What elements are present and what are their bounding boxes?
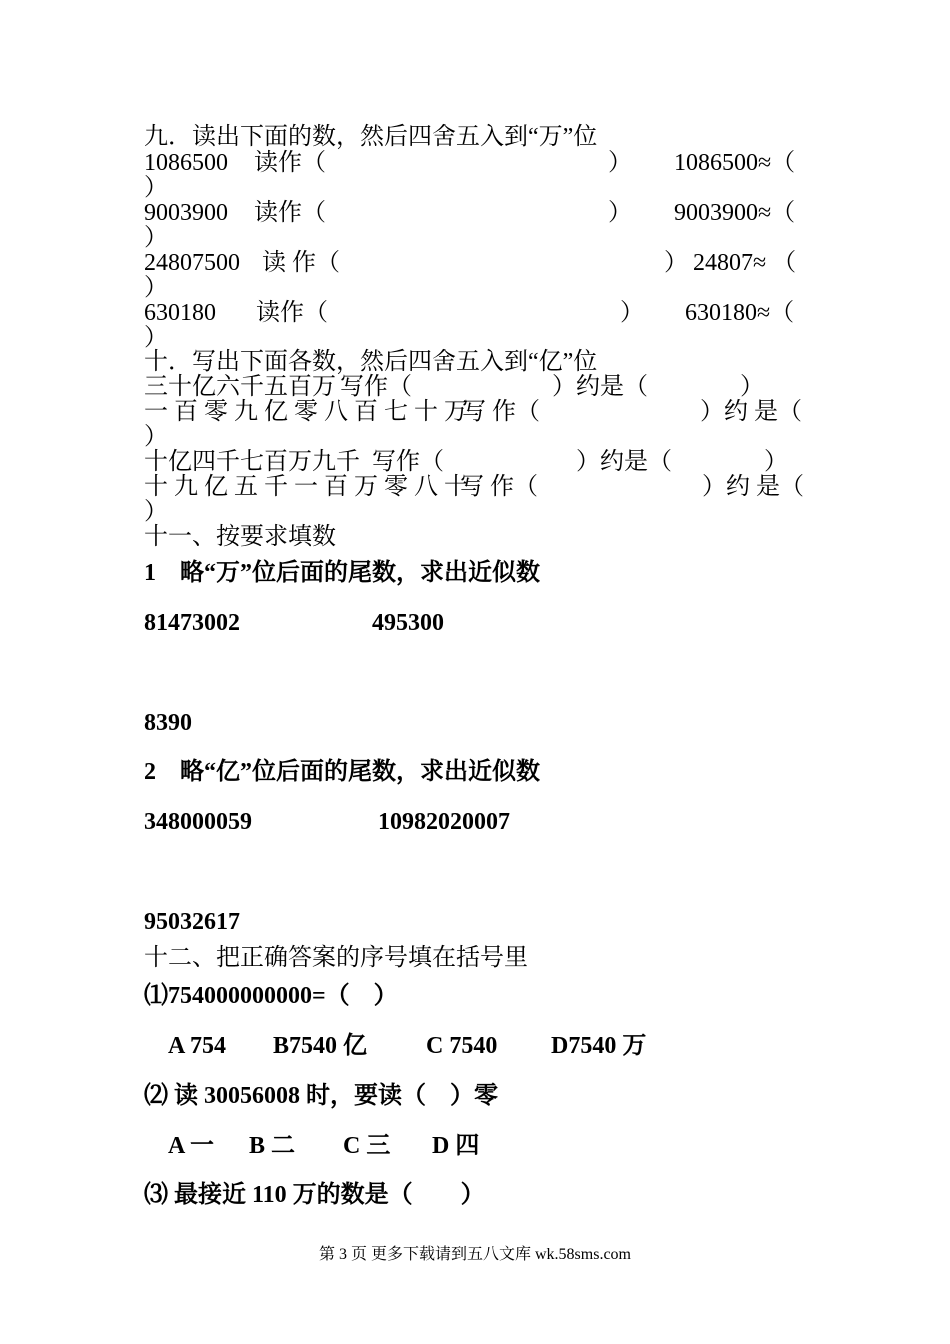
q11-sub-2-number: 10982020007 xyxy=(378,809,510,835)
q9-row-2-close: ） xyxy=(608,200,632,226)
q11-sub-2: 2 略“亿”位后面的尾数，求出近似数 xyxy=(144,759,540,785)
q12-item-3: ⑶ 最接近 110 万的数是（ ） xyxy=(144,1182,485,1208)
q12-item-2-option: B 二 xyxy=(249,1133,296,1159)
q12-item-2-option: C 三 xyxy=(343,1133,391,1159)
q10-row-1-text: 三十亿六千五百万 xyxy=(144,374,336,400)
q11-sub-2-number: 95032617 xyxy=(144,909,240,935)
q12-item-1-option: C 7540 xyxy=(426,1033,498,1059)
q12-item-2-option: A 一 xyxy=(168,1133,215,1159)
q10-row-3-close: ） xyxy=(764,449,788,475)
q10-row-4-end: ） xyxy=(144,499,168,525)
q11-sub-2-number: 348000059 xyxy=(144,809,252,835)
q12-item-1-option: A 754 xyxy=(168,1033,227,1059)
q11-sub-1-number: 495300 xyxy=(372,610,444,636)
q9-row-1-close: ） xyxy=(608,150,632,176)
q12-item-2-option: D 四 xyxy=(432,1133,480,1159)
q10-row-4-write: 写 作（ xyxy=(460,474,538,500)
q9-row-4-end: ） xyxy=(144,325,168,351)
q11-sub-1: 1 略“万”位后面的尾数，求出近似数 xyxy=(144,560,540,586)
q9-row-3-number: 24807500 xyxy=(144,250,240,276)
q10-row-1-close: ） xyxy=(740,374,764,400)
q11-sub-1-number: 81473002 xyxy=(144,610,240,636)
q12-item-1-option: D7540 万 xyxy=(551,1033,647,1059)
q10-row-2-write: 写 作（ xyxy=(462,399,540,425)
q9-row-3-approx: 24807≈ （ xyxy=(693,250,797,276)
q9-row-2-read: 读作（ xyxy=(254,200,326,226)
q10-row-4-text: 十 九 亿 五 千 一 百 万 零 八 十 xyxy=(144,474,468,500)
q10-row-1-about: ）约是（ xyxy=(552,374,648,400)
section-9-title: 九．读出下面的数，然后四舍五入到“万”位 xyxy=(144,124,598,150)
q10-row-2-end: ） xyxy=(144,424,168,450)
section-12-title: 十二、把正确答案的序号填在括号里 xyxy=(144,945,528,971)
q10-row-4-about: ）约 是（ xyxy=(702,474,804,500)
q9-row-1-read: 读作（ xyxy=(254,150,326,176)
q10-row-3-write: 写作（ xyxy=(372,449,444,475)
q9-row-4-close: ） xyxy=(620,300,644,326)
q9-row-4-number: 630180 xyxy=(144,300,216,326)
q9-row-3-close: ） xyxy=(664,250,688,276)
q10-row-2-text: 一 百 零 九 亿 零 八 百 七 十 万 xyxy=(144,399,468,425)
q9-row-2-end: ） xyxy=(144,225,168,251)
q12-item-1: ⑴754000000000=（ ） xyxy=(144,983,398,1009)
q9-row-3-end: ） xyxy=(144,275,168,301)
q9-row-2-approx: 9003900≈（ xyxy=(674,200,796,226)
q10-row-3-about: ）约是（ xyxy=(576,449,672,475)
q9-row-1-number: 1086500 xyxy=(144,150,228,176)
q10-row-3-text: 十亿四千七百万九千 xyxy=(144,449,360,475)
q9-row-3-read: 读 作（ xyxy=(262,250,340,276)
q12-item-1-option: B7540 亿 xyxy=(273,1033,368,1059)
q9-row-2-number: 9003900 xyxy=(144,200,228,226)
section-10-title: 十．写出下面各数，然后四舍五入到“亿”位 xyxy=(144,349,598,375)
q10-row-2-about: ）约 是（ xyxy=(700,399,802,425)
q12-item-2: ⑵ 读 30056008 时，要读（ ）零 xyxy=(144,1083,498,1109)
q10-row-1-write: 写作（ xyxy=(340,374,412,400)
q9-row-1-end: ） xyxy=(144,175,168,201)
section-11-title: 十一、按要求填数 xyxy=(144,524,336,550)
q9-row-1-approx: 1086500≈（ xyxy=(674,150,796,176)
q11-sub-1-number: 8390 xyxy=(144,710,192,736)
q9-row-4-approx: 630180≈（ xyxy=(685,300,795,326)
q9-row-4-read: 读作（ xyxy=(256,300,328,326)
page-footer: 第 3 页 更多下载请到五八文库 wk.58sms.com xyxy=(318,1246,631,1263)
